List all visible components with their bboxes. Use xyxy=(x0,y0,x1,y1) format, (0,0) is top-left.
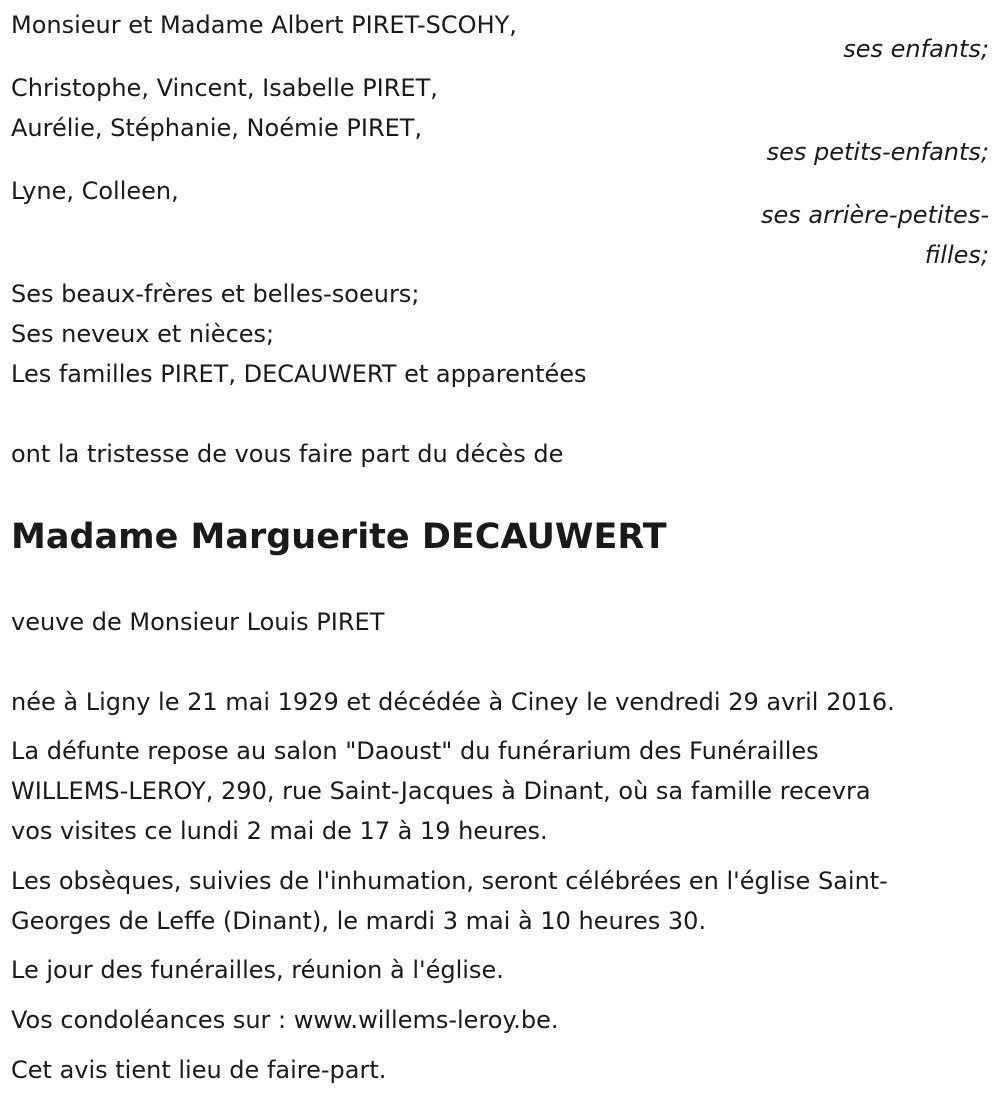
condolences-info: Vos condoléances sur : www.willems-leroy.be. xyxy=(11,1006,559,1034)
great-grandchildren-role-1: ses arrière-petites- xyxy=(761,201,989,229)
repose-line-3: vos visites ce lundi 2 mai de 17 à 19 heures. xyxy=(11,817,548,845)
announcement-text: ont la tristesse de vous faire part du décès de xyxy=(11,440,564,468)
widow-of: veuve de Monsieur Louis PIRET xyxy=(11,608,385,636)
repose-line-2: WILLEMS-LEROY, 290, rue Saint-Jacques à Dinant, où sa famille recevra xyxy=(11,777,871,805)
grandchildren-role: ses petits-enfants; xyxy=(766,138,989,166)
funeral-line-1: Les obsèques, suivies de l'inhumation, seront célébrées en l'église Saint- xyxy=(11,867,888,895)
other-relatives-3: Les familles PIRET, DECAUWERT et apparentées xyxy=(11,360,587,388)
birth-death-dates: née à Ligny le 21 mai 1929 et décédée à Ciney le vendredi 29 avril 2016. xyxy=(11,688,895,716)
grandchildren-names-1: Christophe, Vincent, Isabelle PIRET, xyxy=(11,74,438,102)
great-grandchildren-role-2: filles; xyxy=(924,241,989,269)
grandchildren-names-2: Aurélie, Stéphanie, Noémie PIRET, xyxy=(11,114,423,142)
notice-text: Cet avis tient lieu de faire-part. xyxy=(11,1056,387,1084)
children-names: Monsieur et Madame Albert PIRET-SCOHY, xyxy=(11,11,517,39)
funeral-line-2: Georges de Leffe (Dinant), le mardi 3 mai à 10 heures 30. xyxy=(11,907,707,935)
great-grandchildren-names: Lyne, Colleen, xyxy=(11,177,179,205)
other-relatives-2: Ses neveux et nièces; xyxy=(11,320,275,348)
repose-line-1: La défunte repose au salon "Daoust" du funérarium des Funérailles xyxy=(11,737,819,765)
deceased-name: Madame Marguerite DECAUWERT xyxy=(11,517,667,557)
children-role: ses enfants; xyxy=(843,35,989,63)
other-relatives-1: Ses beaux-frères et belles-soeurs; xyxy=(11,280,420,308)
meeting-info: Le jour des funérailles, réunion à l'église. xyxy=(11,956,504,984)
